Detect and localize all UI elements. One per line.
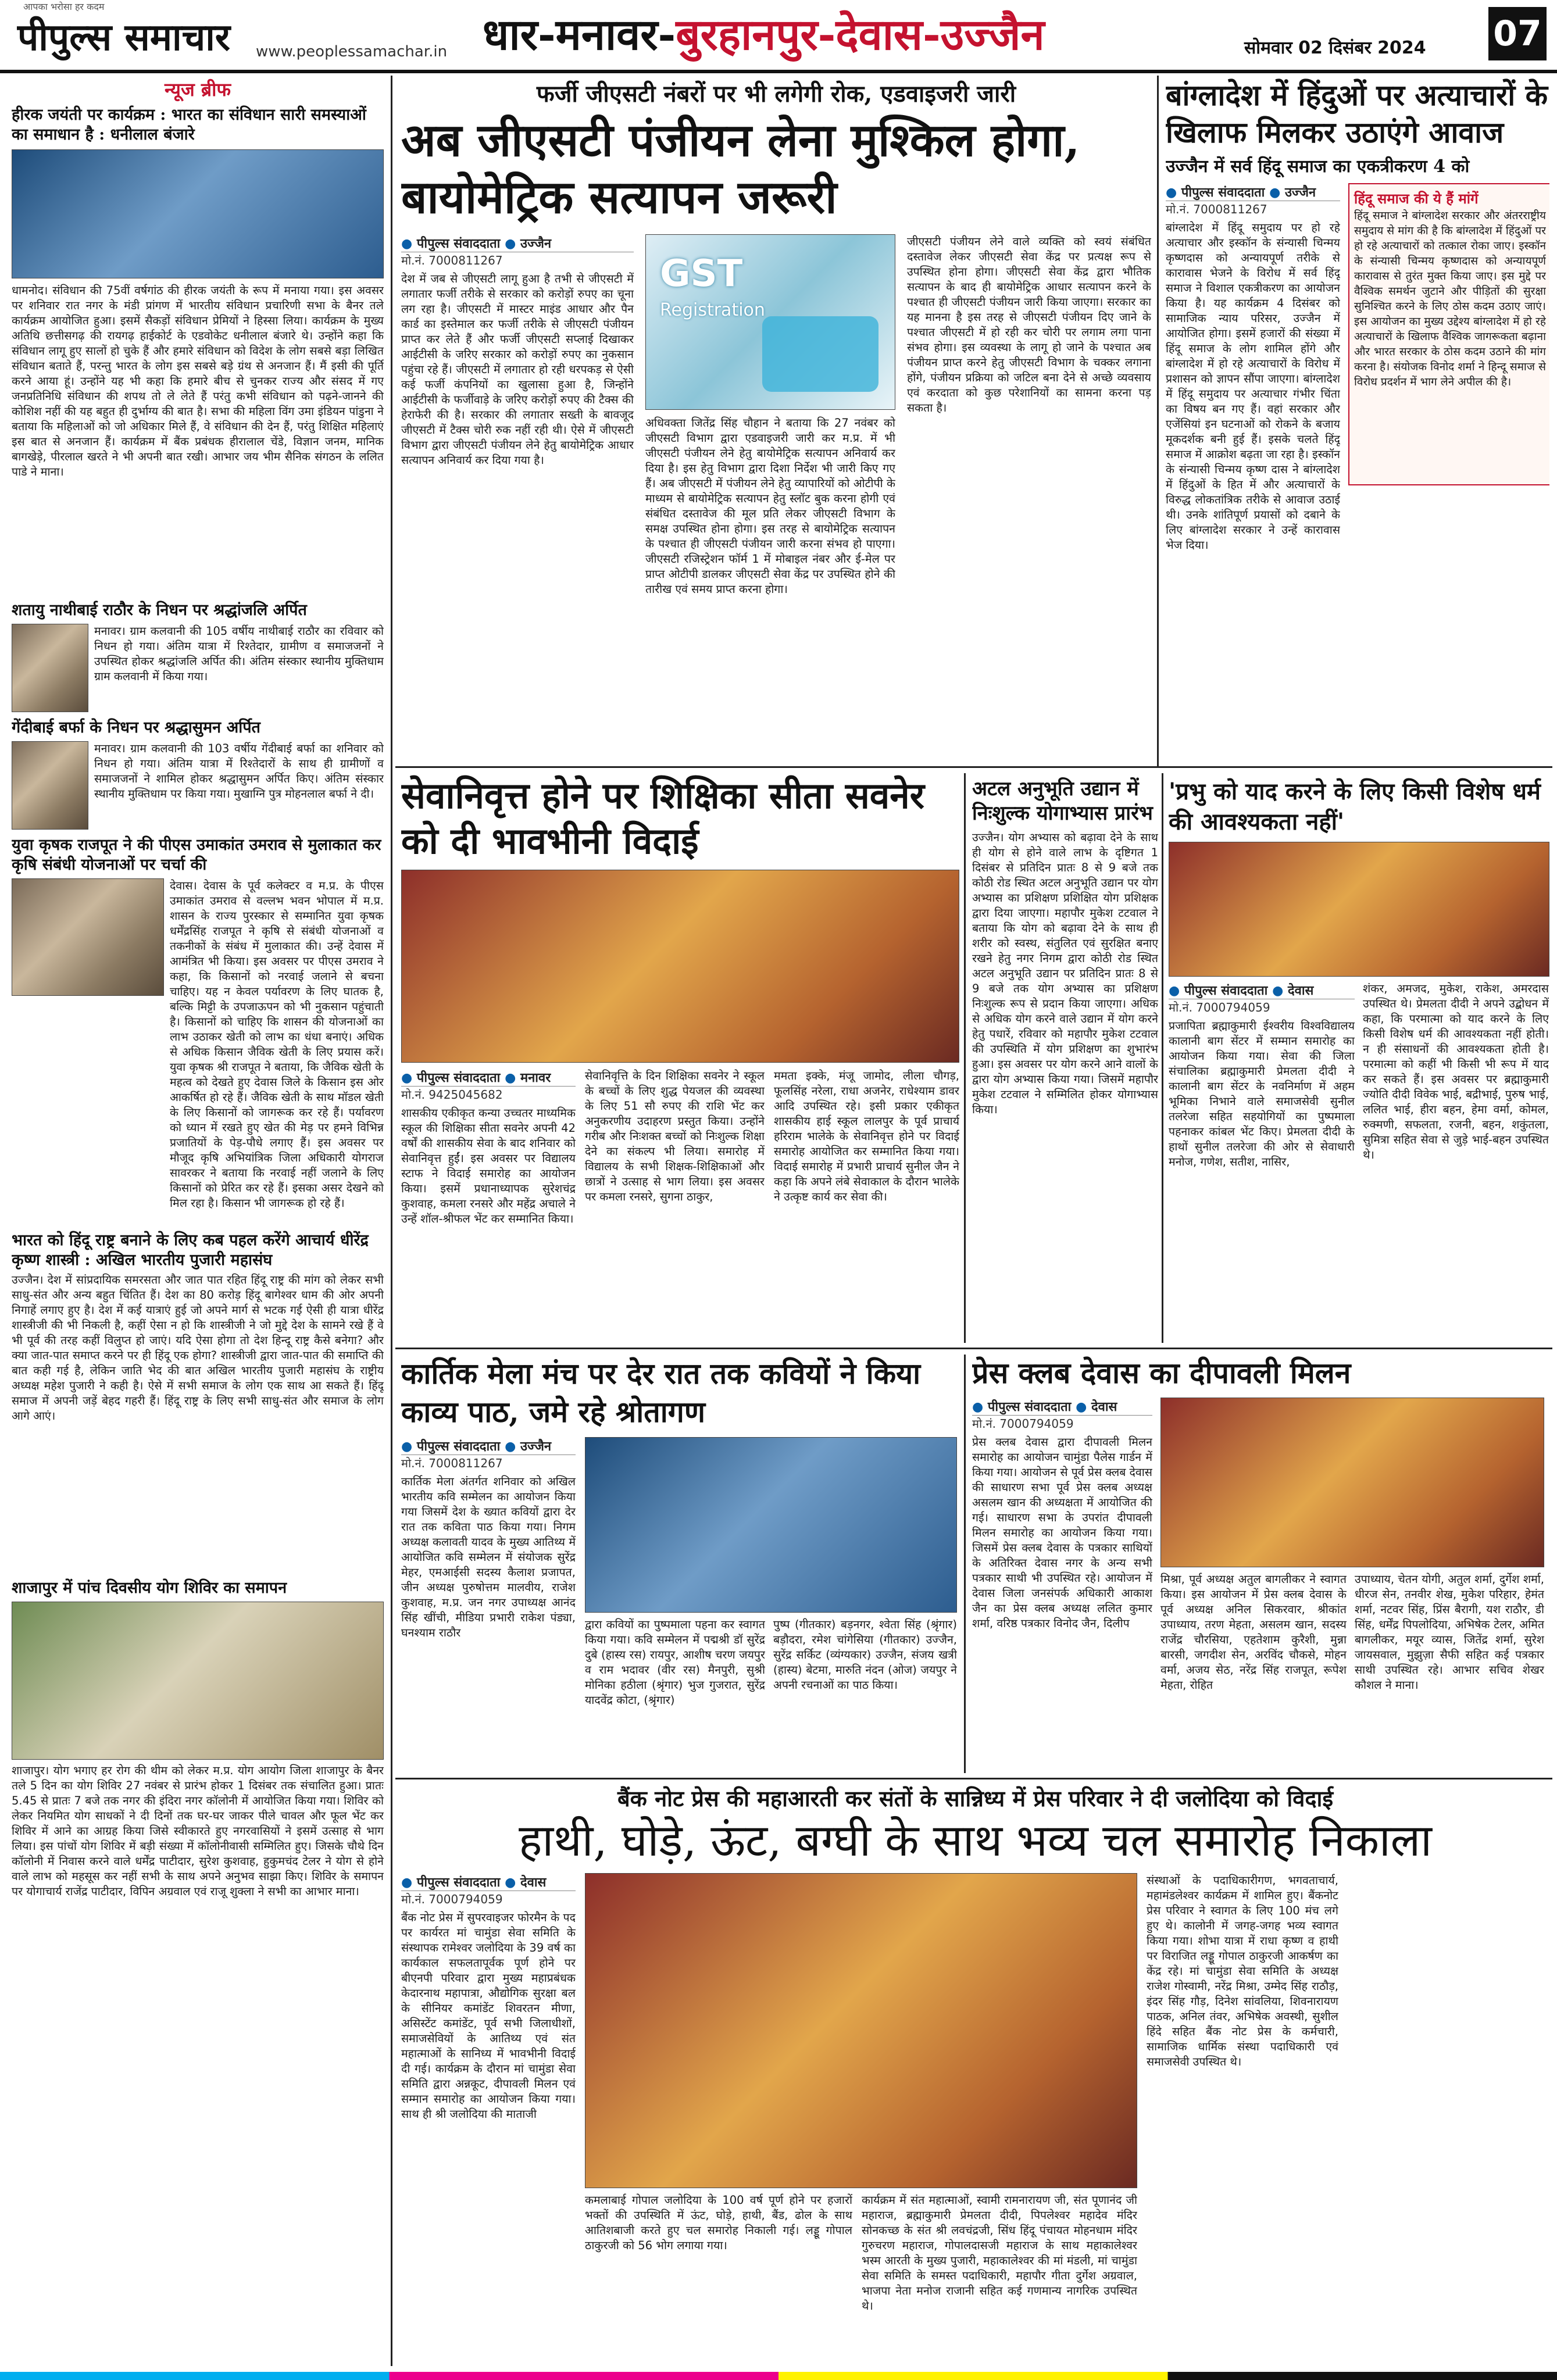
bangladesh-byline: ● पीपुल्स संवाददाता ● उज्जैन: [1166, 183, 1340, 201]
gst-story: [401, 77, 1151, 763]
row-divider-2: [395, 1348, 1552, 1349]
website-url: www.peoplessamachar.in: [256, 43, 448, 60]
teacher-headline: सेवानिवृत्त होने पर शिक्षिका सीता सवनेर को दी भावभीनी विदाई: [401, 774, 925, 862]
gst-body-col2: अधिवक्ता जितेंद्र सिंह चौहान ने बताया कि 27 नवंबर को जीएसटी विभाग द्वारा एडवाइजरी जारी कर म.प्र. में भी जीएसटी पंजीयन लेने हेतु बायोमेट्रिक सत्यापन अनिवार्य कर दिया है। इस हेतु विभाग द्वारा दिशा निर्देश भी जारी किए गए हैं। अब जीएसटी में पंजीयन लेने हेतु व्यापारियों को ओटीपी के माध्यम से बायोमेट्रिक सत्यापन हेतु स्लॉट बुक करना होगी एवं संबंधित दस्तावेज की मूल प्रति लेकर जीएसटी विभाग के समक्ष उपस्थित होना होगा। इस तरह से बायोमेट्रिक सत्यापन के पश्चात ही जीएसटी पंजीयन जारी करना संभव हो पाएगा। जीएसटी रजिस्ट्रेशन फॉर्म 1 में मोबाइल नंबर और ई-मेल पर प्राप्त ओटीपी डालकर जीएसटी सेवा केंद्र पर उपस्थित होने की तारीख एवं समय प्राप्त करना होगा।: [645, 416, 895, 596]
teacher-byline-place: मनावर: [520, 1071, 551, 1085]
kavi-byline: ● पीपुल्स संवाददाता ● उज्जैन: [401, 1437, 576, 1455]
edition-title-part2: बुरहानपुर-देवास-उज्जैन: [676, 10, 1045, 60]
issue-date: सोमवार 02 दिसंबर 2024: [1244, 38, 1426, 58]
nathibai-portrait: [12, 624, 88, 712]
press-club-byline-name: पीपुल्स संवाददाता: [987, 1400, 1072, 1414]
farmer-meeting-photo: [12, 878, 164, 996]
teacher-mobile: मो.नं. 9425045682: [401, 1088, 503, 1102]
brief-headline-3: गेंदीबाई बर्फा के निधन पर श्रद्धासुमन अर्पित: [12, 719, 260, 737]
gst-graphic-title: GST: [660, 252, 743, 295]
brahmakumari-headline: 'प्रभु को याद करने के लिए किसी विशेष धर्म की आवश्यकता नहीं': [1169, 778, 1541, 835]
kavi-body-col2: द्वारा कवियों का पुष्पमाला पहना कर स्वागत किया गया। कवि सम्मेलन में पद्मश्री डॉ सुरेंद्र दुबे (हास्य रस) रायपुर, आशीष चरण जयपुर व राम भदावर (वीर रस) मैनपुरी, सुश्री मोनिका हठीला (श्रृंगार) भुज गुजरात, सुरेंद्र यादवेंद्र कोटा, (श्रृंगार): [585, 1618, 765, 1707]
row-divider-1: [395, 766, 1552, 768]
brahmakumari-body-col2: शंकर, अमजद, मुकेश, राकेश, अमरदास उपस्थित थे। प्रेमलता दीदी ने अपने उद्बोधन में कहा, कि परमात्मा को याद करने के लिए किसी विशेष धर्म की आवश्यकता नहीं होती। न ही संसाधनों की आवश्यकता होती है। परमात्मा को कहीं भी किसी भी रूप में याद कर सकते हैं। इस अवसर पर ब्रह्माकुमारी ज्योति दीदी विवेक भाई, बद्रीभाई, पुरुष भाई, ललित भाई, हीरा बहन, हेमा वर्मा, कोमल, रुक्मणी, सफलता, रजनी, बहन, शकुंतला, सुमित्रा सहित सेवा से जुड़े भाई-बहन उपस्थित थे।: [1363, 982, 1549, 1162]
press-club-mobile: मो.नं. 7000794059: [972, 1417, 1074, 1431]
paper-tagline: आपका भरोसा हर कदम: [23, 1, 105, 12]
masthead: [0, 0, 1557, 73]
brief-headline-2: शतायु नाथीबाई राठौर के निधन पर श्रद्धांजलि अर्पित: [12, 601, 307, 619]
teacher-body-col2: सेवानिवृत्ति के दिन शिक्षिका सवनेर ने स्कूल के बच्चों के लिए शुद्ध पेयजल की व्यवस्था के लिए 51 सौ रुपए की राशि भेंट कर अनुकरणीय उदाहरण प्रस्तुत किया। उन्होंने गरीब और निःशक्त बच्चों को निःशुल्क शिक्षा देने का संकल्प भी लिया। समारोह में विद्यालय के सभी शिक्षक-शिक्षिकाओं और छात्रों ने उत्साह से भाग लिया। इस अवसर पर कमला रनसरे, सुगना ठाकुर,: [585, 1069, 765, 1203]
kavi-byline-name: पीपुल्स संवाददाता: [416, 1439, 501, 1454]
kavi-sammelan-photo: [585, 1437, 957, 1613]
teacher-farewell-story: [401, 773, 959, 1343]
press-club-byline-place: देवास: [1091, 1400, 1117, 1414]
brahmakumari-byline: ● पीपुल्स संवाददाता ● देवास: [1169, 981, 1355, 999]
gst-headline: अब जीएसटी पंजीयन लेना मुश्किल होगा, बायोमेट्रिक सत्यापन जरूरी: [401, 114, 1080, 224]
kavi-body-col3: पुष्प (गीतकार) बड़नगर, श्वेता सिंह (श्रृंगार) बड़ौदरा, रमेश चांगेसिया (गीतकार) उज्जैन, सुरेंद्र सर्किट (व्यंग्यकार) उज्जैन, संजय खत्री (हास्य) बेटमा, मारुति नंदन (ओज) जयपुर ने अपनी रचनाओं का पाठ किया।: [773, 1618, 957, 1692]
brief-body-6: शाजापुर। योग भगाए हर रोग की थीम को लेकर म.प्र. योग आयोग जिला शाजापुर के बैनर तले 5 दिन का योग शिविर 27 नवंबर से प्रारंभ होकर 1 दिसंबर तक संचालित हुआ। प्रातः 5.45 से प्रातः 7 बजे तक नगर की इंदिरा नगर कॉलोनी में आयोजित किया गया। शिविर को लेकर नियमित योग साधकों ने दी दिनों तक घर-घर जाकर पीले चावल और फूल भेंट कर शिविर में आने का आग्रह किया जिसे स्वीकारते हुए नगरवासियों ने इसमें उत्साह से भाग लिया। इस पांचों योग शिविर में बड़ी संख्या में कॉलोनीवासी सम्मिलित हुए। जिसके चौथे दिन कॉलोनी में निवास करने वाले धर्मेंद्र पाटीदार, सुरेश कुशवाह, हुकुमचंद टेलर ने योग से होने वाले लाभ को महसूस कर नहीं सभी के साथ अपने अनुभव साझा किए। शिविर के समापन पर योगाचार्य राजेंद्र पाटीदार, विपिन अग्रवाल एवं राजू शुक्ला ने सभी का आभार माना।: [12, 1764, 384, 1898]
brahmakumari-byline-name: पीपुल्स संवाददाता: [1184, 984, 1268, 998]
news-brief-label: न्यूज ब्रीफ: [164, 78, 231, 101]
bangladesh-headline: बांग्लादेश में हिंदुओं पर अत्याचारों के खिलाफ मिलकर उठाएंगे आवाज: [1166, 78, 1548, 149]
bank-byline-name: पीपुल्स संवाददाता: [416, 1875, 501, 1890]
brief-headline-6: शाजापुर में पांच दिवसीय योग शिविर का समापन: [12, 1579, 287, 1597]
bangladesh-mobile: मो.नं. 7000811267: [1166, 202, 1267, 216]
press-club-headline: प्रेस क्लब देवास का दीपावली मिलन: [972, 1356, 1351, 1390]
news-brief-column: [12, 77, 384, 2367]
edition-title-part1: धार-मनावर-: [483, 10, 676, 60]
brahmakumari-story: [1169, 777, 1549, 1341]
brief-headline-5: भारत को हिंदू राष्ट्र बनाने के लिए कब पहल करेंगे आचार्य धीरेंद्र कृष्ण शास्त्री : अखिल भारतीय पुजारी महासंघ: [12, 1231, 369, 1269]
column-divider-2: [1157, 76, 1159, 767]
gendibai-portrait: [12, 741, 88, 830]
brahmakumari-byline-place: देवास: [1287, 984, 1314, 998]
atal-yoga-headline: अटल अनुभूति उद्यान में निःशुल्क योगाभ्यास प्रारंभ: [972, 777, 1153, 825]
yoga-camp-photo: [12, 1602, 384, 1760]
bank-body-col1: बैंक नोट प्रेस में सुपरवाइजर फोरमैन के पद पर कार्यरत मां चामुंडा सेवा समिति के संस्थापक रामेश्वर जलोदिया के 39 वर्ष का कार्यकाल सफलतापूर्वक पूर्ण होने पर बीएनपी परिवार द्वारा मुख्य महाप्रबंधक केदारनाथ महापात्रा, औद्योगिक सुरक्षा बल के सीनियर कमांडेंट शिवरतन मीणा, असिस्टेंट कमांडेंट, पूर्व सभी जिलाधीशों, समाजसेवियों के आतिथ्य एवं संत महात्माओं के सानिध्य में भावभीनी विदाई दी गई। कार्यक्रम के दौरान मां चामुंडा सेवा समिति द्वारा अन्नकूट, दीपावली मिलन एवं सम्मान समारोह का आयोजन किया गया। साथ ही श्री जलोदिया की माताजी: [401, 1911, 576, 2121]
gst-body-col3: जीएसटी पंजीयन लेने वाले व्यक्ति को स्वयं संबंधित दस्तावेज लेकर जीएसटी सेवा केंद्र पर प्रत्यक्ष रूप से उपस्थित होना होगा। जीएसटी सेवा केंद्र द्वारा भौतिक सत्यापन के बाद ही बायोमेट्रिक आधार सत्यापन करने के पश्चात ही जीएसटी पंजीयन जारी किया जाएगा। सरकार का यह मानना है इस तरह से जीएसटी पंजीयन दिए जाने के पश्चात जीएसटी में हो रही कर चोरी पर लगाम लगा पाना संभव होगा। इस व्यवस्था के लागू हो जाने के पश्चात अब पंजीयन प्राप्त करने हेतु जीएसटी विभाग के चक्कर लगाना होंगे, पंजीयन प्रक्रिया को जटिल बना देने से अच्छे व्यवसाय एवं करदाता को कुछ परेशानियों का सामना करना पड़ सकता है।: [907, 235, 1151, 414]
gst-graphic-subtitle: Registration: [660, 300, 765, 320]
row-divider-3: [395, 1778, 1552, 1779]
gst-kicker: फर्जी जीएसटी नंबरों पर भी लगेगी रोक, एडवाइजरी जारी: [536, 80, 1016, 108]
gst-byline: ● पीपुल्स संवाददाता ● उज्जैन: [401, 234, 634, 252]
bank-body-col3a: कार्यक्रम में संत महात्माओं, स्वामी रामनारायण जी, संत पूणानंद जी महाराज, ब्रह्माकुमारी प्रेमलता दीदी, पिपलेश्वर महादेव मंदिर सोनकच्छ के संत श्री लवचंद्रजी, सिंध हिंदू पंचायत मोहनधाम मंदिर गुरुचरण महाराज, गोपालदासजी महाराज के साथ महाकालेश्वर भस्म आरती के मुख्य पुजारी, महाकालेश्वर की मां मंडली, मां चामुंडा सेवा समिति के समस्त पदाधिकारी, महापौर गीता दुर्गेश अग्रवाल, भाजपा नेता मनोज राजानी सहित कई गणमान्य नागरिक उपस्थित थे।: [862, 2193, 1137, 2313]
bank-note-press-story: [401, 1785, 1549, 2366]
brahmakumari-photo: [1169, 842, 1549, 977]
edition-title: [483, 3, 1045, 62]
bank-mobile: मो.नं. 7000794059: [401, 1892, 503, 1906]
teacher-farewell-photo: [401, 870, 959, 1063]
bangladesh-subhead: उज्जैन में सर्व हिंदू समाज का एकत्रीकरण 4 को: [1166, 156, 1470, 177]
column-divider-4: [1162, 773, 1163, 1343]
atal-yoga-story: [972, 777, 1158, 1341]
demands-box: [1348, 183, 1549, 485]
demands-box-text: हिंदू समाज ने बांग्लादेश सरकार और अंतरराष्ट्रीय समुदाय से मांग की है कि बांग्लादेश में हिंदुओं पर हो रहे अत्याचारों को तत्काल रोका जाए। इस्कॉन के संन्यासी चिन्मय कृष्णदास को अन्यायपूर्ण कारावास से तुरंत मुक्त किया जाए। इस मुद्दे पर वैश्विक समर्थन जुटाने और पीड़ितों की सुरक्षा सुनिश्चित करने के लिए ठोस कदम उठाए जाएं। इस आयोजन का मुख्य उद्देश्य बांग्लादेश में हो रहे अत्याचारों के खिलाफ वैश्विक जागरूकता बढ़ाना और भारत सरकार के ठोस कदम उठाने की मांग करना है। संयोजक विनोद शर्मा ने हिन्दू समाज से विरोध प्रदर्शन में भाग लेने अपील की है।: [1354, 209, 1546, 388]
kavi-headline: कार्तिक मेला मंच पर देर रात तक कवियों ने किया काव्य पाठ, जमे रहे श्रोतागण: [401, 1356, 921, 1429]
kavi-mobile: मो.नं. 7000811267: [401, 1456, 503, 1470]
bank-body-col2: कमलाबाई गोपाल जलोदिया के 100 वर्ष पूर्ण होने पर हजारों भक्तों की उपस्थिति में ऊंट, घोड़े, हाथी, बैंड, ढोल के साथ आतिशबाजी करते हुए चल समारोह निकाली गई। लड्डू गोपाल ठाकुरजी को 56 भोग लगाया गया।: [585, 2193, 852, 2252]
column-divider-1: [391, 76, 392, 2366]
press-club-body-col2: मिश्रा, पूर्व अध्यक्ष अतुल बागलीकर ने स्वागत किया। इस आयोजन में प्रेस क्लब देवास के पूर्व अध्यक्ष अनिल सिकरवार, श्रीकांत उपाध्याय, तरण मेहता, असलम खान, सदस्य राजेंद्र चौरसिया, एहतेशाम कुरैशी, मुन्ना बारसी, जगदीश सेन, अरविंद चौकसे, मोहन वर्मा, अजय सेठ, नरेंद्र सिंह राजपूत, रूपेश मेहता, रोहित: [1160, 1573, 1347, 1692]
page-number: 07: [1488, 7, 1547, 60]
bank-kicker: बैंक नोट प्रेस की महाआरती कर संतों के सान्निध्य में प्रेस परिवार ने दी जलोदिया को विदाई: [617, 1785, 1334, 1811]
bangladesh-story: [1166, 77, 1549, 763]
bangladesh-byline-name: पीपुल्स संवाददाता: [1181, 185, 1265, 200]
gst-body-col1: देश में जब से जीएसटी लागू हुआ है तभी से जीएसटी में लगातार फर्जी तरीके से सरकार को करोड़ों रुपए का चूना लग रहा है। जीएसटी में मास्टर माइंड आधार और पैन कार्ड का इस्तेमाल कर फर्जी तरीके से जीएसटी पंजीयन प्राप्त कर लेते हैं और फर्जी जीएसटी सप्लाई दिखाकर आईटीसी के जरिए सरकार को करोड़ों रुपए का नुकसान पहुंचा रहे हैं। जीएसटी में लगातार हो रही धरपकड़ से ऐसी कई फर्जी कंपनियों का खुलासा हुआ है, जिन्होंने आईटीसी के फर्जीवाड़े के जरिए करोड़ों रुपए की टैक्स की हेराफेरी की है। सरकार की लगातार सख्ती के बावजूद जीएसटी में टैक्स चोरी रुक नहीं रही थी। ऐसे में जीएसटी विभाग द्वारा जीएसटी पंजीयन लेने हेतु बायोमेट्रिक आधार सत्यापन अनिवार्य कर दिया गया है।: [401, 272, 634, 467]
teacher-body-col3: ममता इक्के, मंजू जामोद, लीला चौगड़, फूलसिंह नरेला, राधा अजनेर, राधेश्याम डावर आदि उपस्थित रहे। इसी प्रकार एकीकृत शासकीय हाई स्कूल लालपुर के पूर्व प्राचार्य हरिराम भालेके के सेवानिवृत्त होने पर विदाई समारोह आयोजित कर सम्मानित किया गया। विदाई समारोह में प्रभारी प्राचार्य सुनील जैन ने कहा कि अपने लंबे सेवाकाल के दौरान भालेके ने उत्कृष्ट कार्य कर सेवा की।: [774, 1069, 959, 1203]
print-color-strip: [0, 2372, 1557, 2380]
brief-body-2: मनावर। ग्राम कलवानी की 105 वर्षीय नाथीबाई राठौर का रविवार को निधन हो गया। अंतिम यात्रा में रिश्तेदार, ग्रामीण व समाजजनों ने उपस्थित होकर श्रद्धांजलि अर्पित की। अंतिम संस्कार स्थानीय मुक्तिधाम ग्राम कलवानी में किया गया।: [94, 624, 384, 683]
kavi-body-col1: कार्तिक मेला अंतर्गत शनिवार को अखिल भारतीय कवि सम्मेलन का आयोजन किया गया जिसमें देश के ख्यात कवियों द्वारा देर रात तक कविता पाठ किया गया। निगम अध्यक्ष कलावती यादव के मुख्य आतिथ्य में आयोजित कवि सम्मेलन में संयोजक सुरेंद्र मेहर, एमआईसी सदस्य कैलाश प्रजापत, जीन अध्यक्ष पुरुषोत्तम मालवीय, राजेश कुशवाह, म.प्र. जन नगर उपाध्यक्ष आनंद सिंह खींची, मीडिया प्रभारी राकेश पंड्या, घनश्याम राठौर: [401, 1475, 576, 1639]
column-divider-5: [964, 1355, 966, 1773]
press-club-photo: [1160, 1398, 1544, 1567]
procession-photo: [585, 1873, 1137, 2188]
press-club-body-col3: उपाध्याय, चेतन योगी, अतुल शर्मा, दुर्गेश शर्मा, धीरज सेन, तनवीर शेख, मुकेश परिहार, हेमंत शर्मा, नटवर सिंह, प्रिंस बैरागी, यश राठौर, डी सिंह, धर्मेंद्र पिपलोदिया, अभिषेक टेलर, अमित बागलीकर, मयूर व्यास, जितेंद्र शर्मा, सुरेश जायसवाल, मुझुज़ा सैफी सहित कई पत्रकार साथी उपस्थित रहे। आभार सचिव शेखर कौशल ने माना।: [1355, 1573, 1544, 1692]
press-club-story: [972, 1355, 1551, 1773]
gst-registration-graphic: [645, 234, 895, 410]
kavi-sammelan-story: [401, 1355, 959, 1773]
atal-yoga-body: उज्जैन। योग अभ्यास को बढ़ावा देने के साथ ही योग से होने वाले लाभ के दृष्टिगत 1 दिसंबर से प्रतिदिन प्रातः 8 से 9 बजे तक कोठी रोड स्थित अटल अनुभूति उद्यान पर योग अभ्यास का प्रशिक्षण प्रशिक्षित योग प्रशिक्षक द्वारा दिया जाएगा। महापौर मुकेश टटवाल ने बताया कि योग को बढ़ावा देने के साथ ही शरीर को स्वस्थ, संतुलित एवं सुरक्षित बनाए रखने हेतु नगर निगम द्वारा कोठी रोड स्थित अटल अनुभूति उद्यान पर प्रतिदिन प्रातः 8 से 9 बजे तक योग अभ्यास का प्रशिक्षण निःशुल्क रूप से प्रदान किया जाएगा। अधिक से अधिक योग करने वाले उद्यान में योग करने हेतु पधारें, रविवार को महापौर मुकेश टटवाल की उपस्थिति में योग प्रशिक्षण का शुभारंभ हुआ। इस अवसर पर योग करने आने वालों के द्वारा योग अभ्यास किया गया। जिसमें महापौर मुकेश टटवाल ने सम्मिलित होकर योगाभ्यास किया।: [972, 831, 1158, 1116]
gst-byline-place: उज्जैन: [520, 237, 552, 251]
constitution-event-photo: [12, 149, 384, 278]
teacher-body-col1: शासकीय एकीकृत कन्या उच्चतर माध्यमिक स्कूल की शिक्षिका सीता सवनेर अपनी 42 वर्षों की शासकीय सेवा के बाद शनिवार को सेवानिवृत्त हुईं। इस अवसर पर विद्यालय स्टाफ ने विदाई समारोह का आयोजन किया। इसमें प्रधानाध्यापक सुरेशचंद्र कुशवाह, कमला रनसरे और महेंद्र अचाले ने उन्हें शॉल-श्रीफल भेंट कर सम्मानित किया।: [401, 1106, 576, 1225]
bank-body-col4: संस्थाओं के पदाधिकारीगण, भगवताचार्य, महामंडलेश्वर कार्यक्रम में शामिल हुए। बैंकनोट प्रेस परिवार ने स्वागत के लिए 100 मंच लगे हुए थे। कालोनी में जगह-जगह भव्य स्वागत किया गया। शोभा यात्रा में राधा कृष्ण व हाथी पर विराजित लड्डू गोपाल ठाकुरजी आकर्षण का केंद्र रहे। मां चामुंडा सेवा समिति के अध्यक्ष राजेश गोस्वामी, नरेंद्र मिश्रा, उम्मेद सिंह राठौड़, इंदर सिंह गौड़, दिनेश सांवलिया, शिवनारायण पाठक, अनिल तंवर, अभिषेक अवस्थी, सुशील हिंदे सहित बैंक नोट प्रेस के कर्मचारी, सामाजिक धार्मिक संस्था पदाधिकारी एवं समाजसेवी उपस्थित थे।: [1147, 1874, 1338, 2068]
brahmakumari-mobile: मो.नं. 7000794059: [1169, 1000, 1270, 1014]
brief-body-1: धामनोद। संविधान की 75वीं वर्षगांठ की हीरक जयंती के रूप में मनाया गया। इस अवसर पर शनिवार रात नगर के मंडी प्रांगण में भारतीय संविधान प्रचारिणी सभा के बैनर तले कार्यक्रम आयोजित हुआ। इसमें सैकड़ों संविधान प्रेमियों ने हिस्सा लिया। कार्यक्रम के मुख्य अतिथि छत्तीसगढ़ की रायगढ़ हाईकोर्ट के एडवोकेट धनीलाल बंजारे थे। उन्होंने कहा कि संविधान लागू हुए सालों हो चुके हैं और हमारे संविधान को विदेश के लोग सबसे बड़ा लिखित संविधान बताते हैं, परन्तु भारत के लोग इस सबसे बड़े ग्रंथ से अनजान हैं। मैं इसी की पूर्ति करने आया हूं। उन्होंने यह भी कहा कि हमारे बीच से चुनकर राज्य और संसद में गए जनप्रतिनिधि संविधान की शपथ तो ले लेते हैं परंतु कभी संविधान को पढ़ने-जानने की कोशिश नहीं की यह बहुत ही दुर्भाग्य की बात है। सभा की महिला विंग उमा इंडियन पांडुना ने बताया कि महिलाओं को जो अधिकार मिले हैं, वे संविधान की देन हैं, परंतु शिक्षित महिलाएं इस बात से अनजान हैं। कार्यक्रम में बैंक प्रबंधक हीरालाल चेंडे, विज्ञान जनम, मानिक बागखेड़े, पीरलाल खरते ने भी अपनी बात रखी। आभार जय भीम सैनिक संगठन के ललित पाडे ने माना।: [12, 284, 384, 478]
paper-logo: पीपुल्स समाचार: [17, 16, 230, 59]
teacher-byline-name: पीपुल्स संवाददाता: [416, 1071, 501, 1085]
brief-body-3: मनावर। ग्राम कलवानी की 103 वर्षीय गेंदीबाई बर्फा का शनिवार को निधन हो गया। अंतिम यात्रा में रिश्तेदारों के साथ ही ग्रामीणों व समाजजनों ने शामिल होकर श्रद्धासुमन अर्पित किए। अंतिम संस्कार स्थानीय मुक्तिधाम पर किया गया। मुखाग्नि पुत्र मोहनलाल बर्फा ने दी।: [94, 742, 384, 801]
teacher-byline: ● पीपुल्स संवाददाता ● मनावर: [401, 1069, 576, 1087]
brief-body-5: उज्जैन। देश में सांप्रदायिक समरसता और जात पात रहित हिंदू राष्ट्र की मांग को लेकर सभी साधु-संत और अन्य बहुत चिंतित हैं। देश का 80 करोड़ हिंदू बागेश्वर धाम की ओर अपनी निगाहें लगाए हुए है। देश में कई यात्राएं हुई जो अपने मार्ग से भटक गई ऐसी ही यात्रा धीरेंद्र शास्त्रीजी की भी निकली है, कहीं ऐसा न हो कि शास्त्रीजी ने जो मुद्दे देश के सामने रखे हैं वे भी पूर्व की तरह कहीं विलुप्त हो जाएं। यदि ऐसा होगा तो देश हिन्दू राष्ट्र कैसे बनेगा? और क्या जात-पात समाप्त करने पर ही हिंदू एक होगा? शास्त्रीजी द्वारा जात-पात की समाप्ति की बात कही गई है, लेकिन जाति भेद की बात अखिल भारतीय पुजारी महासंघ के राष्ट्रीय अध्यक्ष महेश पुजारी ने कही है। ऐसे में सभी समाज के लोग एक साथ आ सकते हैं। हिंदू समाज में अपनी जड़ें बेहद गहरी हैं। हिंदू राष्ट्र के लिए सभी साधु-संत और समाज के लोग आगे आएं।: [12, 1273, 384, 1423]
gst-byline-name: पीपुल्स संवाददाता: [416, 237, 501, 251]
bank-headline: हाथी, घोड़े, ऊंट, बग्घी के साथ भव्य चल समारोह निकाला: [519, 1814, 1432, 1866]
bank-byline-place: देवास: [520, 1875, 547, 1890]
gst-graphic-shape: [762, 316, 879, 392]
bangladesh-byline-place: उज्जैन: [1284, 185, 1316, 200]
brief-headline-4: युवा कृषक राजपूत ने की पीएस उमाकांत उमराव से मुलाकात कर कृषि संबंधी योजनाओं पर चर्चा की: [12, 836, 381, 874]
column-divider-3: [964, 773, 966, 1343]
gst-mobile: मो.नं. 7000811267: [401, 253, 503, 267]
brahmakumari-body-col1: प्रजापिता ब्रह्माकुमारी ईश्वरीय विश्वविद्यालय कालानी बाग सेंटर में सम्मान समारोह का आयोजन किया गया। सेवा की जिला संचालिका ब्रह्माकुमारी प्रेमलता दीदी ने कालानी बाग सेंटर के नवनिर्माण में अहम भूमिका निभाने वाले समाजसेवी सुनील तलरेजा सहित सहयोगियों का पुष्पमाला पहनाकर कांबल भेंट किए। प्रेमलता दीदी के हाथों सुनील तलरेजा की ओर से सेवाधारी मनोज, गणेश, सतीश, नासिर,: [1169, 1019, 1355, 1168]
press-club-body-col1: प्रेस क्लब देवास द्वारा दीपावली मिलन समारोह का आयोजन चामुंडा पैलेस गार्डन में किया गया। आयोजन से पूर्व प्रेस क्लब देवास की साधारण सभा पूर्व प्रेस क्लब अध्यक्ष असलम खान की अध्यक्षता में आयोजित की गई। साधारण सभा के उपरांत दीपावली मिलन समारोह का आयोजन किया गया। जिसमें प्रेस क्लब देवास के पत्रकार साथियों के अतिरिक्त देवास नगर के अन्य सभी पत्रकार साथी भी उपस्थित रहे। आयोजन में देवास जिला जनसंपर्क अधिकारी आकाश जैन का प्रेस क्लब अध्यक्ष ललित कुमार शर्मा, वरिष्ठ पत्रकार विनोद जैन, दिलीप: [972, 1435, 1152, 1630]
brief-headline-1: हीरक जयंती पर कार्यक्रम : भारत का संविधान सारी समस्याओं का समाधान है : धनीलाल बंजारे: [12, 106, 366, 144]
demands-box-title: हिंदू समाज की ये हैं मांगें: [1354, 190, 1479, 207]
brief-body-4: देवास। देवास के पूर्व कलेक्टर व म.प्र. के पीएस उमाकांत उमराव से वल्लभ भवन भोपाल में म.प्र. शासन के राज्य पुरस्कार से सम्मानित युवा कृषक धर्मेंद्रसिंह राजपूत ने कृषि से संबंधी योजनाओं व तकनीकों के संबंध में मुलाकात की। उन्हें देवास में आमंत्रित भी किया। इस अवसर पर पीएस उमराव ने कहा, कि किसानों को नरवाई जलाने से बचना चाहिए। यह न केवल पर्यावरण के लिए घातक है, बल्कि मिट्टी के उपजाऊपन को भी नुकसान पहुंचाती है। किसानों को चाहिए कि शासन की योजनाओं का लाभ उठाकर खेती को लाभ का धंधा बनाएं। अधिक से अधिक किसान जैविक खेती के लिए प्रयास करें। युवा कृषक श्री राजपूत ने बताया, कि जैविक खेती के महत्व को देखते हुए देवास जिले के किसान इस ओर आकर्षित हो रहे हैं। जैविक खेती के साथ मॉडल खेती के लिए किसानों को जागरूक कर रहे हैं। पर्यावरण को ध्यान में रखते हुए खेत की मेड़ पर हमने विभिन्न प्रजातियों के पेड़-पौधे लगाए हैं। इस अवसर पर मौजूद कृषि अभियांत्रिक जिला अधिकारी योगराज सावरकर ने बताया कि नरवाई नहीं जलाने के लिए किसानों को प्रेरित कर रहे हैं। इसका असर देखने को मिल रहा है। किसान भी जागरूक हो रहे हैं।: [170, 879, 384, 1210]
bangladesh-body: बांग्लादेश में हिंदू समुदाय पर हो रहे अत्याचार और इस्कॉन के संन्यासी चिन्मय कृष्णदास को अन्यायपूर्ण तरीके से कारावास भेजने के विरोध में सर्व हिंदू समाज ने विशाल एकत्रीकरण का आयोजन किया है। यह कार्यक्रम 4 दिसंबर को सामाजिक न्याय परिसर, उज्जैन में आयोजित होगा। इसमें हजारों की संख्या में हिंदू समाज के लोग शामिल होंगे और बांग्लादेश में हो रहे अत्याचारों के विरोध में प्रशासन को ज्ञापन सौंपा जाएगा। बांग्लादेश में हिंदू समुदाय पर अत्याचार गंभीर चिंता का विषय बन गए हैं। वहां सरकार और एजेंसियां इन घटनाओं को रोकने के बजाय मूकदर्शक बनी हुई हैं। इसके चलते हिंदू समाज में आक्रोश बढ़ता जा रहा है। इस्कॉन के संन्यासी चिन्मय कृष्ण दास ने बांग्लादेश में हिंदुओं के हित में और अत्याचारों के विरुद्ध लोकतांत्रिक तरीके से आवाज उठाई थी। उनके शांतिपूर्ण प्रयासों को दबाने के लिए बांग्लादेश सरकार ने उन्हें कारावास भेज दिया।: [1166, 221, 1340, 552]
bank-byline: ● पीपुल्स संवाददाता ● देवास: [401, 1873, 576, 1891]
press-club-byline: ● पीपुल्स संवाददाता ● देवास: [972, 1398, 1152, 1416]
kavi-byline-place: उज्जैन: [520, 1439, 552, 1454]
